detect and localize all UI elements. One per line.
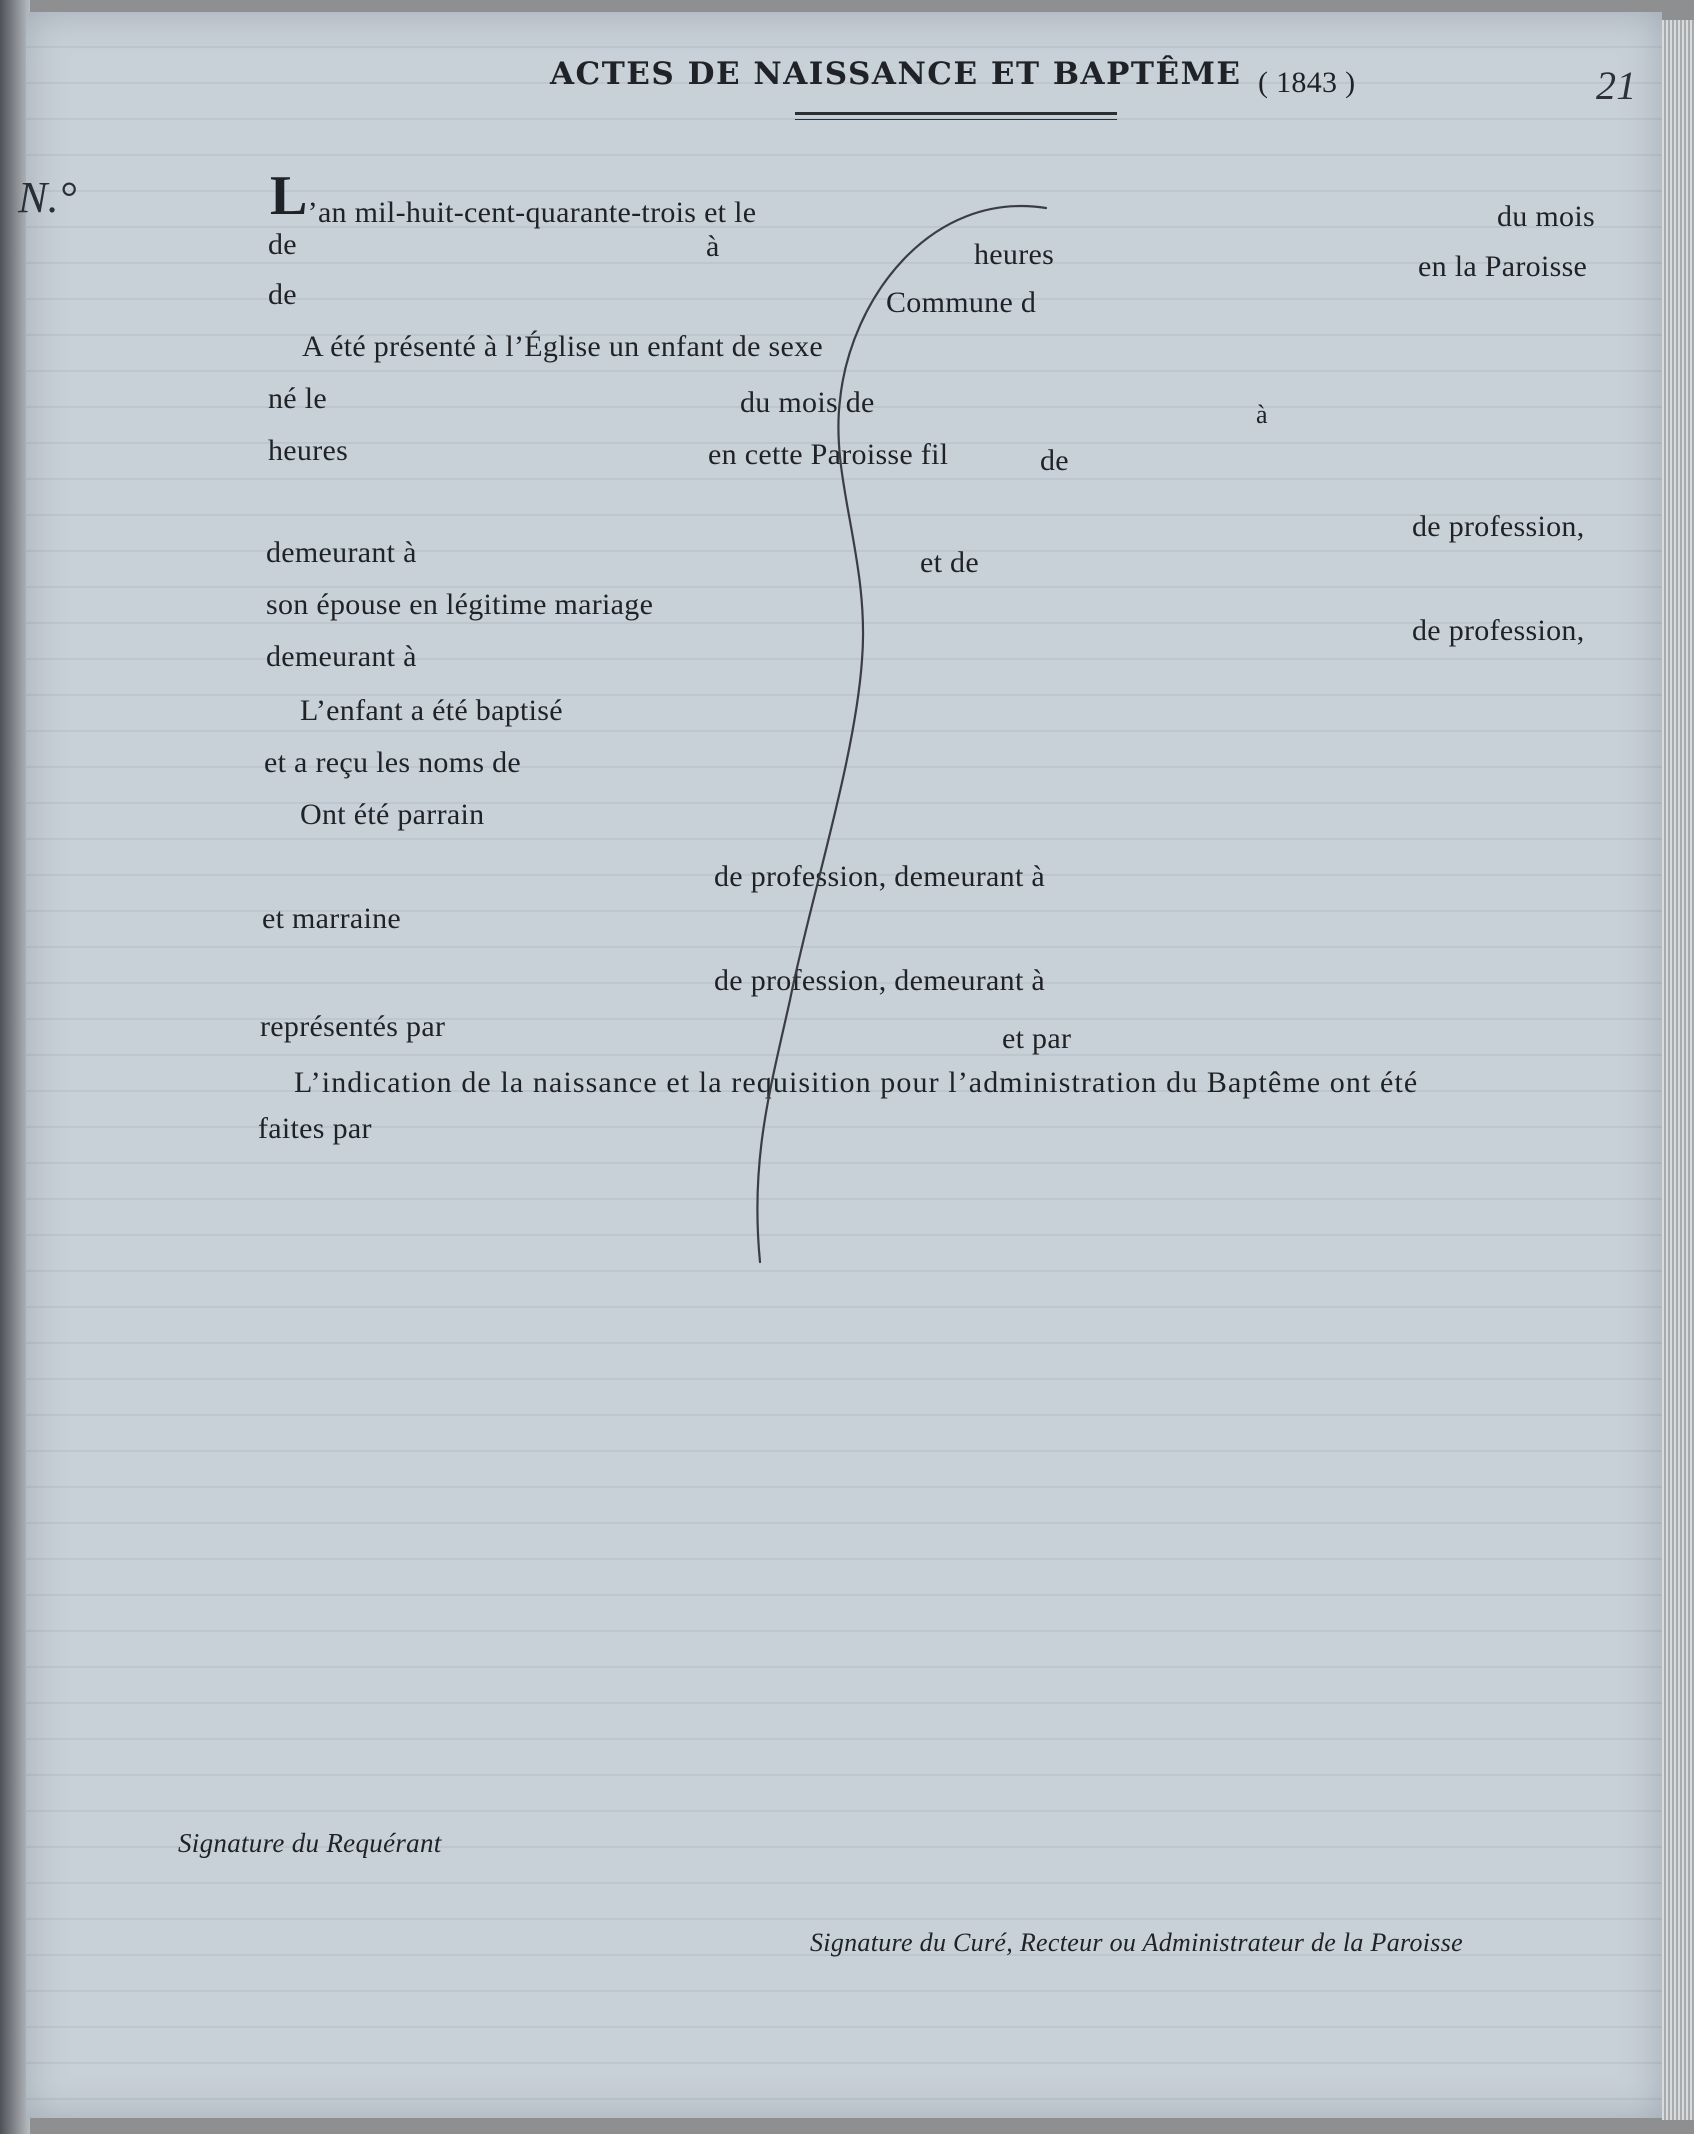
heures-label-2: heures [268,434,349,467]
representes-label: représentés par [260,1010,446,1043]
page-title: ACTES DE NAISSANCE ET BAPTÊME [550,56,1242,92]
et-par-label: et par [1002,1022,1072,1055]
ne-le-label: né le [268,382,327,415]
baptise-line: L’enfant a été baptisé [300,694,563,727]
de-profession-label-1: de profession, [1412,510,1585,543]
en-la-paroisse-label: en la Paroisse [1418,250,1588,283]
indication-line: L’indication de la naissance et la requisition pour l’administration du Baptême ont été [294,1066,1419,1099]
presente-line: A été présenté à l’Église un enfant de sexe [302,330,824,363]
parrain-profession-line: de profession, demeurant à [714,860,1046,893]
de-label-1: de [268,228,297,261]
signature-cure-label: Signature du Curé, Recteur ou Administrateur de la Paroisse [810,1928,1463,1957]
page-year: ( 1843 ) [1258,66,1356,99]
du-mois-de-label: du mois de [740,386,875,419]
a-label-2: à [1256,400,1268,429]
de-profession-label-2: de profession, [1412,614,1585,647]
faites-par-label: faites par [258,1112,372,1145]
signature-requerant-label: Signature du Requérant [178,1828,442,1858]
entry-number-label: N.° [18,173,77,222]
marraine-profession-line: de profession, demeurant à [714,964,1046,997]
a-label-1: à [706,230,720,263]
demeurant-label-1: demeurant à [266,536,417,569]
commune-label: Commune d [886,286,1037,319]
heures-label-1: heures [974,238,1055,271]
page-number: 21 [1596,63,1637,108]
drop-cap: L [270,165,308,227]
son-epouse-line: son épouse en légitime mariage [266,588,654,621]
opening-text: ’an mil-huit-cent-quarante-trois et le [307,196,757,229]
parrain-line: Ont été parrain [300,798,485,831]
et-de-label: et de [920,546,979,579]
du-mois-label: du mois [1497,200,1595,233]
marraine-line: et marraine [262,902,402,935]
de-label-2: de [268,278,297,311]
de-label-3: de [1040,444,1069,477]
demeurant-label-2: demeurant à [266,640,417,673]
noms-line: et a reçu les noms de [264,746,522,779]
en-cette-paroisse-label: en cette Paroisse fil [708,438,949,471]
